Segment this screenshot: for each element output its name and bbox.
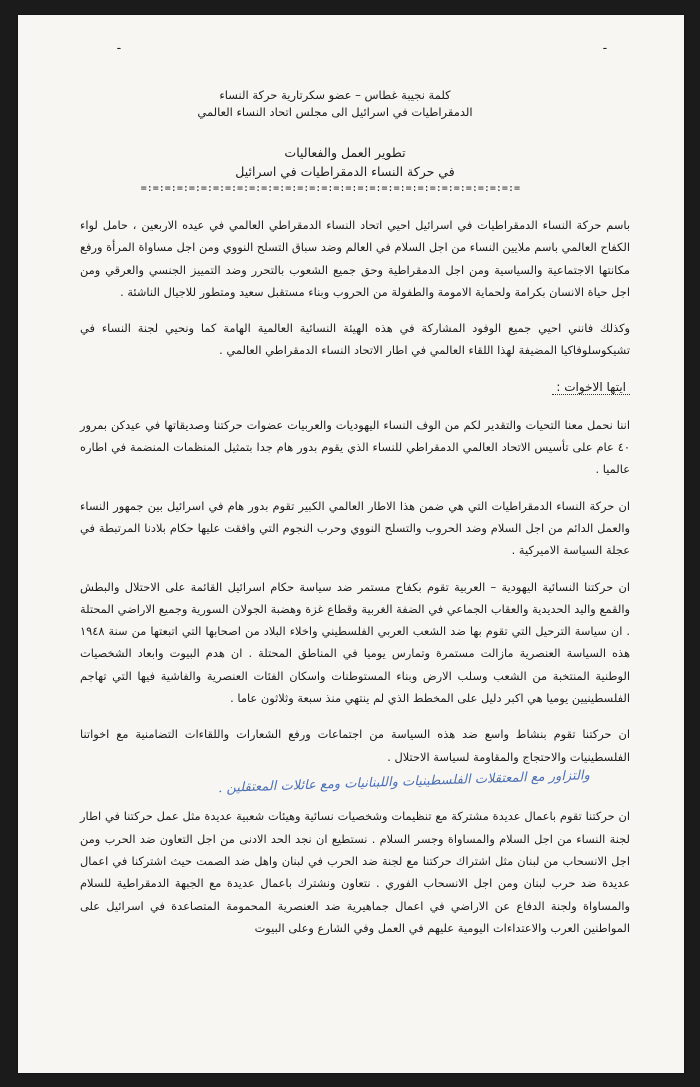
title-line-2: في حركة النساء الدمقراطيات في اسرائيل bbox=[235, 164, 455, 179]
corner-mark-right: - bbox=[601, 41, 609, 56]
document-title bbox=[170, 143, 520, 181]
paragraph-2: وكذلك فانني احيي جميع الوفود المشاركة في هذه الهيئة النسائية العالمية الهامة كما ونحيي لجنة النساء في تشيكوسلوفاكيا المضيفة لهذا اللقاء العالمي في اطار الاتحاد النساء الدمقراطي العالمي . bbox=[80, 321, 630, 358]
greeting bbox=[80, 380, 630, 394]
document-page bbox=[18, 15, 684, 1073]
body-paragraph-3: ان حركتنا النسائية اليهودية – العربية تقوم بكفاح مستمر ضد سياسة حكام اسرائيل القائمة على الاحتلال والبطش والقمع واليد الحديدية والعقاب الجماعي في الضفة الغربية وقطاع غزة وهضبة الجولان السورية وجميع الاراضي المحتلة . ان سياسة الترحيل التي تقوم بها ضد الشعب العربي الفلسطيني واخلاء البلاد من اصحابها التي اتبعتها من سنة ١٩٤٨ هذه السياسة العنصرية مازالت مستمرة وتمارس يوميا في المناطق المحتلة . ان هدم البيوت وابعاد الشخصيات الوطنية المنتخبة من الشعب وسلب الارض وبناء المستوطنات واسكان الفئات العنصرية والفاشية فيها التي تهاجم الفلسطينيين يوميا هي اكبر دليل على المخطط الذي لم ينتهي منذ سبعة وثلاثون عاما . bbox=[80, 579, 630, 706]
handwritten-note: والتزاور مع المعتقلات الفلسطينيات واللبنانيات ومع عائلات المعتقلين . bbox=[217, 768, 591, 797]
body-paragraph-1: اننا نحمل معنا التحيات والتقدير لكم من الوف النساء اليهوديات والعربيات عضوات حركتنا وصديقاتها في عيدكن بمرور ٤٠ عام على تأسيس الاتحاد العالمي الدمقراطي للنساء الذي يقوم بدور هام جدا بتمثيل المنظمات المنضمة في اطاره عالميا . bbox=[80, 417, 630, 477]
last-paragraph: ان حركتنا تقوم باعمال عديدة مشتركة مع تنظيمات وشخصيات نسائية وهيئات شعبية عديدة مثل عمل حركتنا في اطار لجنة النساء من اجل السلام والمساواة وجسر السلام . نستطيع ان نجد الحد الادنى من اجل التعاون ضد الحرب ومن اجل الانسحاب من لبنان مثل اشتراك حركتنا مع لجنة ضد الحرب في لبنان واهل ضد الصمت حيث اشتركنا في اعمال عديدة ضد حرب لبنان ومن اجل الانسحاب الفوري . نتعاون ونشترك باعمال عديدة مع الجبهة الدمقراطية للسلام والمساواة ولجنة الدفاع عن الاراضي في اعمال جماهيرية ضد العنصرية المحمومة المتصاعدة في اسرائيل على المواطنين العرب والاعتداءات اليومية عليهم في العمل وفي الشارع وعلى البيوت bbox=[80, 809, 630, 935]
greeting-text: ايتها الاخوات : bbox=[552, 380, 630, 395]
body-paragraph-4: ان حركتنا تقوم بنشاط واسع ضد هذه السياسة من اجتماعات ورفع الشعارات واللقاءات التضامنية مع اخواتنا الفلسطينيات والاحتجاج والمقاومة لسياسة الاحتلال . bbox=[80, 727, 630, 764]
body-paragraph-2: ان حركة النساء الدمقراطيات التي هي ضمن هذا الاطار العالمي الكبير تقوم بدور هام في اسرائيل بين جمهور النساء والعمل الدائم من اجل السلام وضد الحروب والتسلح النووي وحرب النجوم التي وافقت عليها حكام بلادنا المرتبطة في عجلة السياسة الاميركية . bbox=[80, 498, 630, 558]
paragraph-1: باسم حركة النساء الدمقراطيات في اسرائيل احيي اتحاد النساء الدمقراطي العالمي في عيده الاربعين ، حامل لواء الكفاح العالمي باسم ملايين النساء من اجل السلام في العالم وضد سباق التسلح النووي ومن اجل مساواة المرأة ورفع مكانتها الاجتماعية والسياسية ومن اجل الدمقراطية وحق جميع الشعوب بالتحرر وضد التمييز الجنسي والعرقي ومن اجل حياة الانسان بكرامة ولحماية الامومة والطفولة من الحروب وبناء مستقبل سعيد ومتطور للاجيال الناشئة . bbox=[80, 218, 630, 299]
header-line-2: الدمقراطيات في اسرائيل الى مجلس اتحاد النساء العالمي bbox=[197, 105, 473, 119]
title-rule: =:=:=:=:=:=:=:=:=:=:=:=:=:=:=:=:=:=:=:=:=:=:=:=:=:=:=:=:=:=:=:= bbox=[140, 183, 520, 194]
document-content bbox=[80, 87, 630, 951]
corner-mark-left: - bbox=[115, 41, 123, 56]
title-line-1: تطوير العمل والفعاليات bbox=[284, 145, 406, 160]
document-header bbox=[150, 87, 520, 121]
header-line-1: كلمة نجيبة غطاس – عضو سكرتارية حركة النساء bbox=[219, 88, 451, 102]
